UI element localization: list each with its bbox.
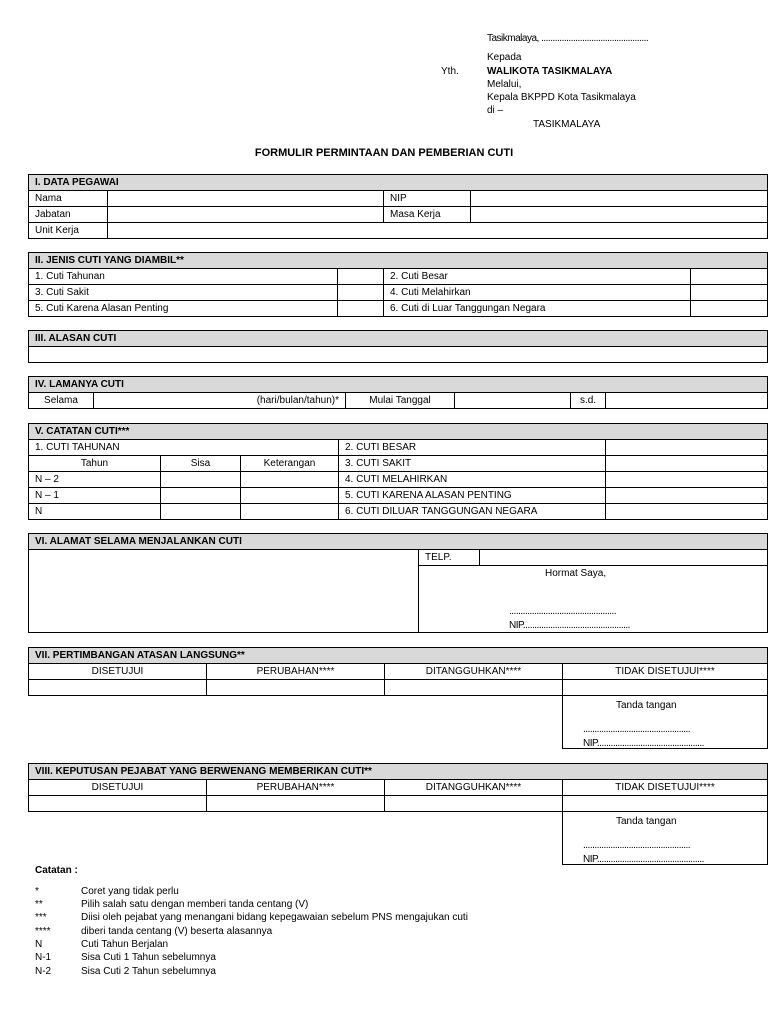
row-n1-label: N – 1 <box>29 488 161 504</box>
row-n-sisa[interactable] <box>161 504 241 520</box>
mulai-tanggal-field[interactable] <box>455 393 571 409</box>
checkbox-cuti-besar[interactable] <box>691 269 768 285</box>
note-key: N-2 <box>35 966 52 977</box>
cuti-diluar-tanggungan-field[interactable] <box>606 504 768 520</box>
ditangguhkan-header: DITANGGUHKAN**** <box>385 664 563 680</box>
disetujui-header: DISETUJUI <box>29 780 207 796</box>
perubahan-header: PERUBAHAN**** <box>207 780 385 796</box>
section-jenis-cuti <box>28 252 768 317</box>
row-n2-keterangan[interactable] <box>241 472 339 488</box>
masa-kerja-label: Masa Kerja <box>384 207 471 223</box>
section-alasan-cuti <box>28 330 768 363</box>
cuti-diluar-tanggungan-label: 6. CUTI DILUAR TANGGUNGAN NEGARA <box>339 504 606 520</box>
signature-box <box>419 566 768 633</box>
section-alamat-cuti <box>28 533 768 633</box>
nama-label: Nama <box>29 191 108 207</box>
note-key: N <box>35 939 43 950</box>
section-pertimbangan-atasan <box>28 647 768 749</box>
section-title: VIII. KEPUTUSAN PEJABAT YANG BERWENANG MEMBERIKAN CUTI** <box>29 764 768 780</box>
nama-field[interactable] <box>108 191 384 207</box>
disetujui-header: DISETUJUI <box>29 664 207 680</box>
note-key: N-1 <box>35 952 52 963</box>
option-cuti-besar: 2. Cuti Besar <box>384 269 691 285</box>
section-lamanya-cuti <box>28 376 768 409</box>
cuti-alasan-penting-field[interactable] <box>606 488 768 504</box>
section-keputusan-pejabat <box>28 763 768 865</box>
tidak-disetujui-field[interactable] <box>563 680 768 696</box>
tidak-disetujui-header: TIDAK DISETUJUI**** <box>563 664 768 680</box>
checkbox-cuti-luar-tanggungan[interactable] <box>691 301 768 317</box>
section-title: II. JENIS CUTI YANG DIAMBIL** <box>29 253 768 269</box>
sampai-tanggal-field[interactable] <box>606 393 768 409</box>
note-text: diberi tanda centang (V) beserta alasannya <box>81 926 273 937</box>
row-n1-sisa[interactable] <box>161 488 241 504</box>
signature-box <box>563 696 768 749</box>
section-title: I. DATA PEGAWAI <box>29 175 768 191</box>
row-n1-keterangan[interactable] <box>241 488 339 504</box>
note-text: Pilih salah satu dengan memberi tanda centang (V) <box>81 899 309 910</box>
section-title: VI. ALAMAT SELAMA MENJALANKAN CUTI <box>29 534 768 550</box>
unit-kerja-field[interactable] <box>108 223 768 239</box>
cuti-tahunan-label: 1. CUTI TAHUNAN <box>29 440 339 456</box>
cuti-sakit-field[interactable] <box>606 456 768 472</box>
note-text: Sisa Cuti 1 Tahun sebelumnya <box>81 952 216 963</box>
unit-kerja-label: Unit Kerja <box>29 223 108 239</box>
selama-field[interactable] <box>94 393 346 409</box>
section-catatan-cuti <box>28 423 768 520</box>
signature-line: ............................................... <box>583 840 691 851</box>
nip-label: NIP <box>384 191 471 207</box>
duration-unit-label: (hari/bulan/tahun)* <box>256 395 339 406</box>
mulai-tanggal-label: Mulai Tanggal <box>346 393 455 409</box>
masa-kerja-field[interactable] <box>471 207 768 223</box>
cuti-alasan-penting-label: 5. CUTI KARENA ALASAN PENTING <box>339 488 606 504</box>
note-key: **** <box>35 926 51 937</box>
tanda-tangan-label: Tanda tangan <box>616 816 677 827</box>
note-key: * <box>35 886 39 897</box>
nip-line: NIP............................................... <box>583 854 704 865</box>
checkbox-cuti-sakit[interactable] <box>338 285 384 301</box>
cuti-melahirkan-field[interactable] <box>606 472 768 488</box>
note-text: Cuti Tahun Berjalan <box>81 939 169 950</box>
checkbox-cuti-alasan-penting[interactable] <box>338 301 384 317</box>
jabatan-label: Jabatan <box>29 207 108 223</box>
note-key: *** <box>35 912 47 923</box>
sd-label: s.d. <box>571 393 606 409</box>
signature-line: ............................................... <box>509 606 617 617</box>
notes-title: Catatan : <box>35 865 78 876</box>
option-cuti-alasan-penting: 5. Cuti Karena Alasan Penting <box>29 301 338 317</box>
tidak-disetujui-field[interactable] <box>563 796 768 812</box>
recipient-kepala: Kepala BKPPD Kota Tasikmalaya <box>487 92 636 103</box>
row-n2-sisa[interactable] <box>161 472 241 488</box>
nip-line: NIP............................................... <box>583 738 704 749</box>
checkbox-cuti-tahunan[interactable] <box>338 269 384 285</box>
ditangguhkan-header: DITANGGUHKAN**** <box>385 780 563 796</box>
melalui-label: Melalui, <box>487 79 522 90</box>
place-date: Tasikmalaya, ............................................... <box>487 33 649 44</box>
sisa-header: Sisa <box>161 456 241 472</box>
telp-label: TELP. <box>419 550 480 566</box>
row-n-label: N <box>29 504 161 520</box>
checkbox-cuti-melahirkan[interactable] <box>691 285 768 301</box>
option-cuti-luar-tanggungan: 6. Cuti di Luar Tanggungan Negara <box>384 301 691 317</box>
option-cuti-sakit: 3. Cuti Sakit <box>29 285 338 301</box>
alasan-cuti-field[interactable] <box>29 347 768 363</box>
section-title: V. CATATAN CUTI*** <box>29 424 768 440</box>
signature-line: ............................................... <box>583 724 691 735</box>
recipient-walikota: WALIKOTA TASIKMALAYA <box>487 66 613 77</box>
cuti-melahirkan-label: 4. CUTI MELAHIRKAN <box>339 472 606 488</box>
note-text: Coret yang tidak perlu <box>81 886 179 897</box>
tanda-tangan-label: Tanda tangan <box>616 700 677 711</box>
note-text: Diisi oleh pejabat yang menangani bidang kepegawaian sebelum PNS mengajukan cuti <box>81 912 468 923</box>
cuti-besar-label: 2. CUTI BESAR <box>339 440 606 456</box>
option-cuti-melahirkan: 4. Cuti Melahirkan <box>384 285 691 301</box>
signature-box <box>563 812 768 865</box>
row-n2-label: N – 2 <box>29 472 161 488</box>
jabatan-field[interactable] <box>108 207 384 223</box>
section-title: III. ALASAN CUTI <box>29 331 768 347</box>
section-title: IV. LAMANYA CUTI <box>29 377 768 393</box>
selama-label: Selama <box>29 393 94 409</box>
cuti-besar-field[interactable] <box>606 440 768 456</box>
row-n-keterangan[interactable] <box>241 504 339 520</box>
tahun-header: Tahun <box>29 456 161 472</box>
perubahan-field[interactable] <box>207 680 385 696</box>
keterangan-header: Keterangan <box>241 456 339 472</box>
option-cuti-tahunan: 1. Cuti Tahunan <box>29 269 338 285</box>
nip-field[interactable] <box>471 191 768 207</box>
section-data-pegawai <box>28 174 768 239</box>
note-key: ** <box>35 899 43 910</box>
nip-line: NIP............................................... <box>509 620 630 631</box>
recipient-city: TASIKMALAYA <box>533 119 601 130</box>
disetujui-field[interactable] <box>29 680 207 696</box>
form-title: FORMULIR PERMINTAAN DAN PEMBERIAN CUTI <box>254 147 514 159</box>
cuti-sakit-label: 3. CUTI SAKIT <box>339 456 606 472</box>
telp-field[interactable] <box>480 550 768 566</box>
tidak-disetujui-header: TIDAK DISETUJUI**** <box>563 780 768 796</box>
perubahan-header: PERUBAHAN**** <box>207 664 385 680</box>
disetujui-field[interactable] <box>29 796 207 812</box>
ditangguhkan-field[interactable] <box>385 796 563 812</box>
alamat-field[interactable] <box>29 550 419 633</box>
perubahan-field[interactable] <box>207 796 385 812</box>
di-label: di – <box>487 105 504 116</box>
kepada-label: Kepada <box>487 52 522 63</box>
note-text: Sisa Cuti 2 Tahun sebelumnya <box>81 966 216 977</box>
ditangguhkan-field[interactable] <box>385 680 563 696</box>
yth-label: Yth. <box>441 66 459 77</box>
section-title: VII. PERTIMBANGAN ATASAN LANGSUNG** <box>29 648 768 664</box>
hormat-saya-label: Hormat Saya, <box>545 568 607 579</box>
